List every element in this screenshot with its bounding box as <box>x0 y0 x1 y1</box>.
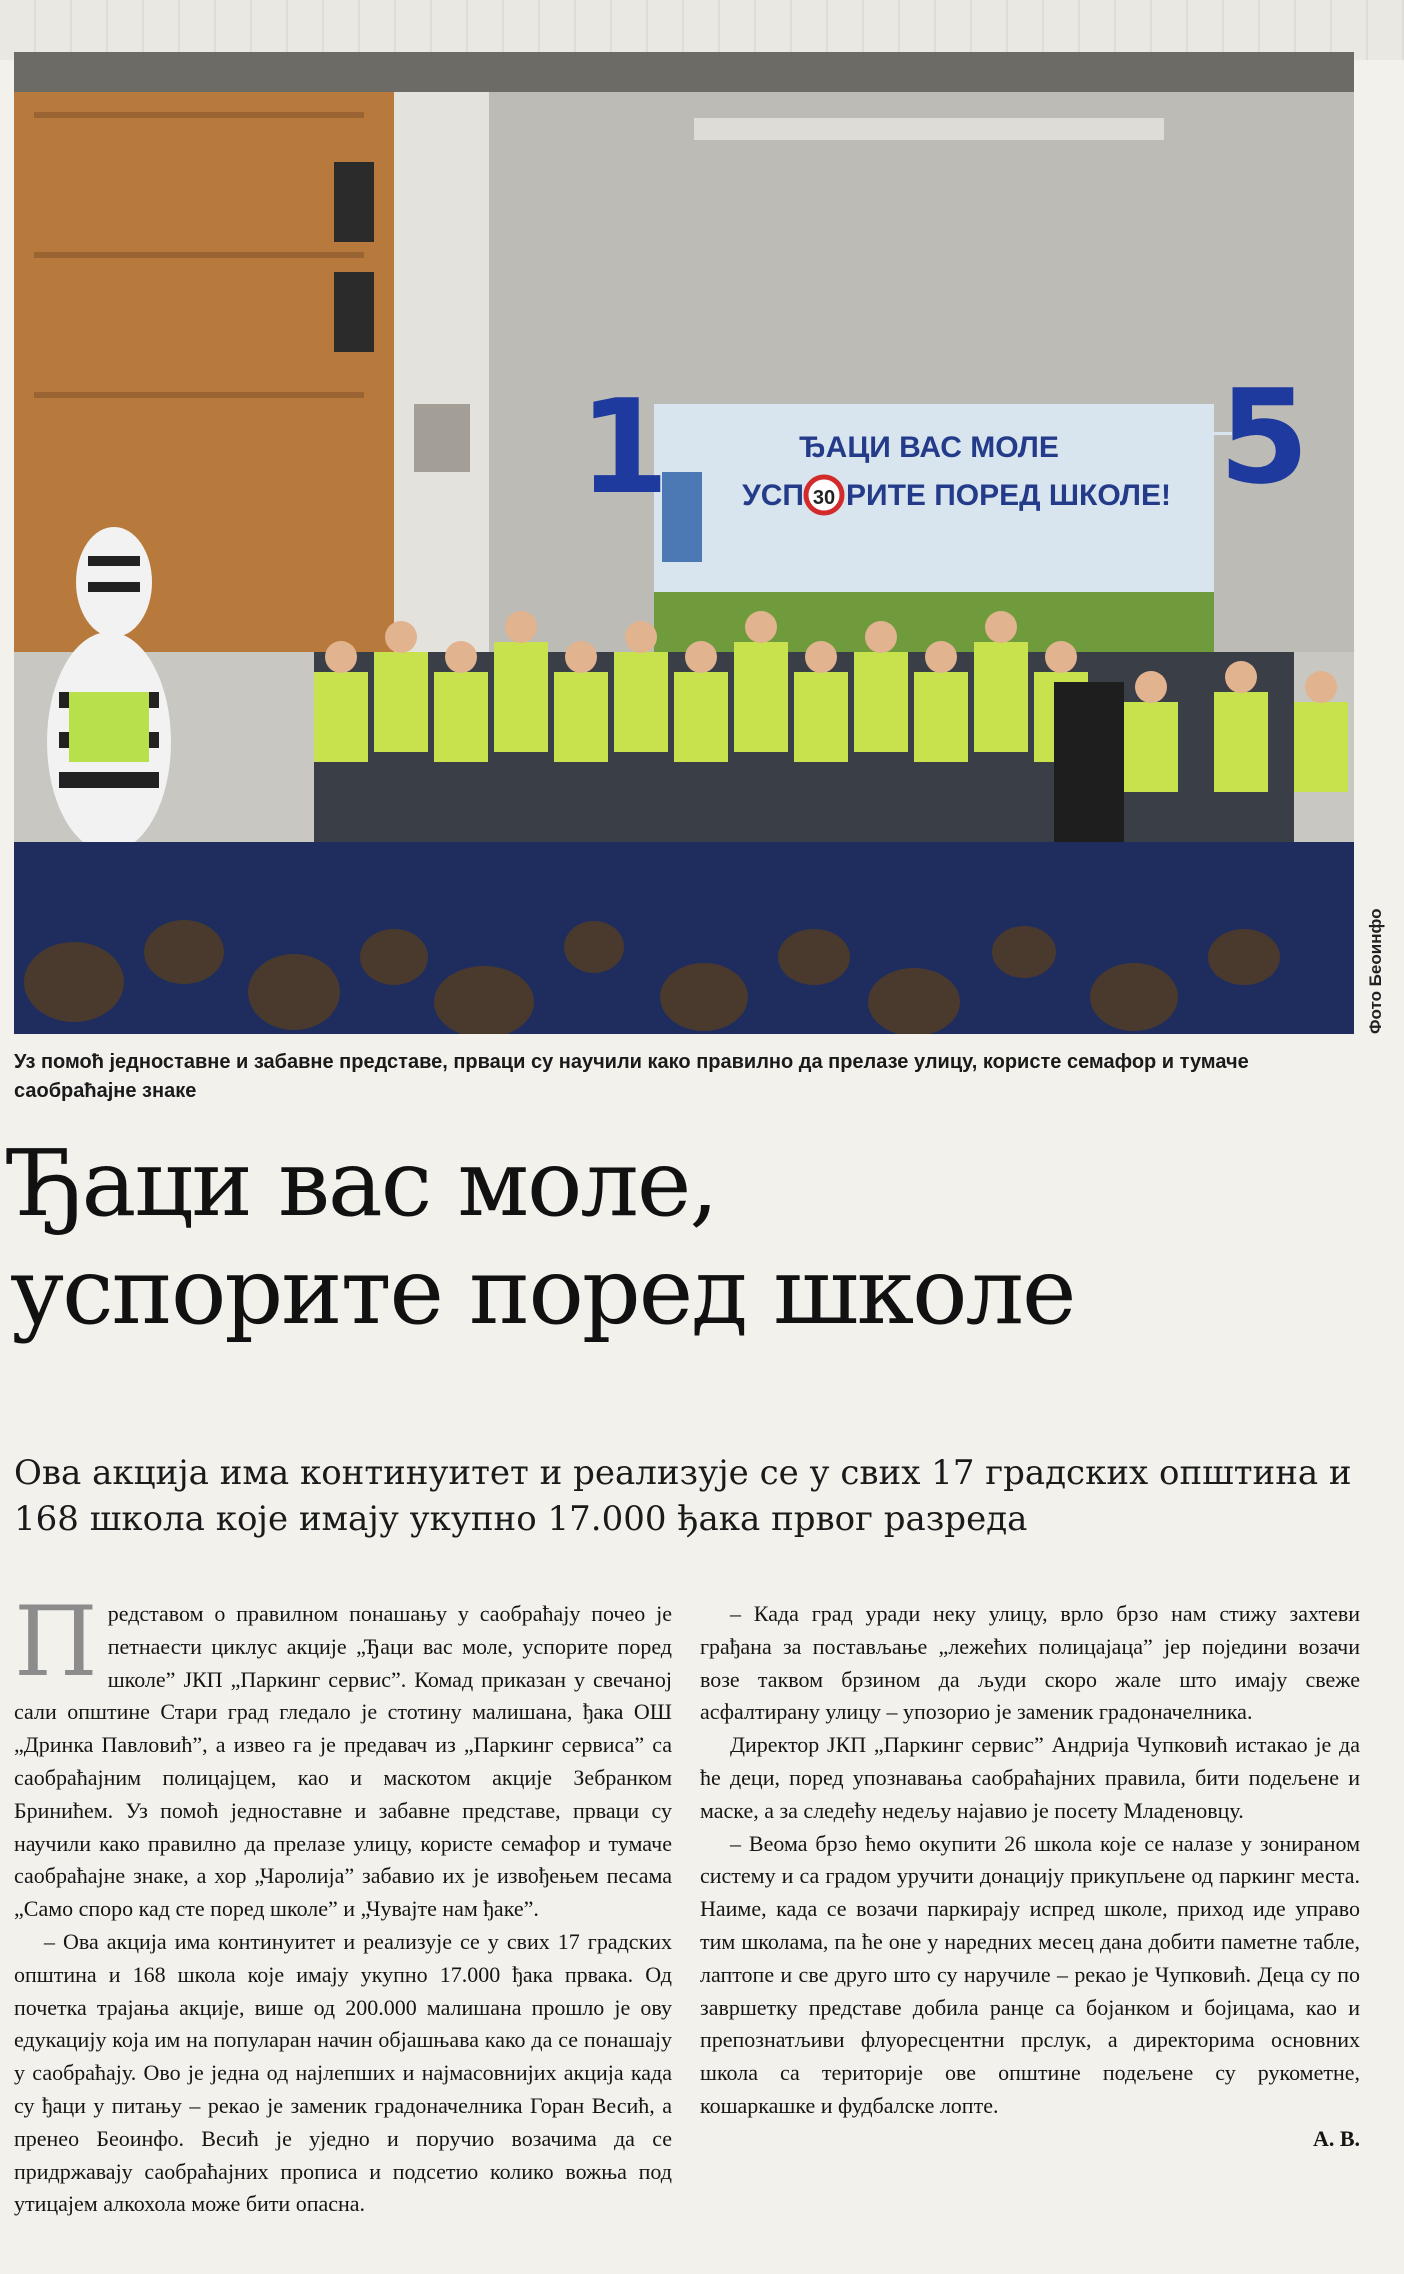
article-paragraph-3: – Када град уради неку улицу, врло брзо нам стижу захтеви грађана за постављање „лежећих полицајаца” јер поједини возачи возе таквом брзином да људи скоро жале што имају свеже асфалтирану улицу – упозорио је заменик градоначелника. <box>700 1601 1360 1725</box>
balloon-number-right: 5 <box>1218 361 1310 513</box>
author-signature: А. В. <box>1312 2125 1360 2151</box>
article-photo <box>14 52 1354 1034</box>
top-page-strip <box>0 0 1404 60</box>
article-paragraph-5: – Веома брзо ћемо окупити 26 школа које се налазе у зонираном систему и са градом уручити донацију прикупљене од паркинг места. Наиме, када се возачи паркирају испред школе, приход иде управо тим школама, па ће оне у наредних месец дана добити паметне табле, лаптопе и све друго што су наручиле – рекао је Чупковић. Деца су по завршетку представе добила ранце са бојанком и бојицама, као и препознатљиви флуоресцентни прслук, а директорима основних школа са територије ове општине подељене су рукометне, кошаркашке и фудбалске лопте. <box>700 1830 1360 2118</box>
photo-caption: Уз помоћ једноставне и забавне представе, прваци су научили како правилно да прелазе улицу, користе семафор и тумаче саобраћајне знаке <box>14 1051 1249 1102</box>
photo-credit: Фото Беоинфо <box>1366 908 1385 1034</box>
photo-banner-line2b: РИТЕ ПОРЕД ШКОЛЕ! <box>846 479 1171 512</box>
article-column-2 <box>700 1598 1360 2156</box>
article-paragraph-1 <box>14 1586 672 1926</box>
photo-banner-line1: ЂАЦИ ВАС МОЛЕ <box>799 431 1059 464</box>
headline <box>10 1130 1390 1346</box>
headline-line-2: успорите поред школе <box>10 1238 1075 1345</box>
subheadline: Ова акција има континуитет и реализује се у свих 17 градских општина и 168 школа које имају укупно 17.000 ђака првог разреда <box>14 1453 1352 1539</box>
drop-cap: П <box>14 1586 98 1698</box>
article-paragraph-1-text: редставом о правилном понашању у саобраћају почео је петнаести циклус акције „Ђаци вас моле, успорите поред школе” ЈКП „Паркинг сервис”. Комад приказан у свечаној сали општине Стари град гледало је стотину малишана, ђака ОШ „Дринка Павловић”, а извео га је предавач из „Паркинг сервиса” са саобраћајним полицајцем, као и маскотом акције Зебранком Бринићем. Уз помоћ једноставне и забавне представе, прваци су научили како правилно да прелазе улицу, користе семафор и тумаче саобраћајне знаке, а хор „Чаролија” забавио их је извођењем песама „Само споро кад сте поред школе” и „Чувајте нам ђаке”. <box>14 1601 672 1922</box>
audience <box>14 842 1354 1034</box>
photo-banner-speed-sign: 30 <box>812 487 836 509</box>
headline-line-1: Ђаци вас моле, <box>10 1130 717 1237</box>
photo-banner-line2a: УСП <box>742 479 804 512</box>
article-column-1 <box>14 1586 672 2221</box>
article-paragraph-4: Директор ЈКП „Паркинг сервис” Андрија Чупковић истакао је да ће деци, поред упознавања саобраћајних правила, бити подељене и маске, а за следећу недељу најавио је посету Младеновцу. <box>700 1732 1360 1823</box>
balloon-number-left: 1 <box>578 371 670 523</box>
article-paragraph-2: – Ова акција има континуитет и реализује се у свих 17 градских општина и 168 школа које имају укупно 17.000 ђака првака. Од почетка трајања акције, више од 200.000 малишана прошло је ову едукацију која им на популаран начин објашњава како да се понашају у саобраћају. Ово је једна од најлепших и најмасовнијих акција када су ђаци у питању – рекао је заменик градоначелника Горан Весић, а пренео Беоинфо. Весић је уједно и поручио возачима да се придржавају саобраћајних прописа и подсетио колико вожња под утицајем алкохола може бити опасна. <box>14 1928 672 2217</box>
